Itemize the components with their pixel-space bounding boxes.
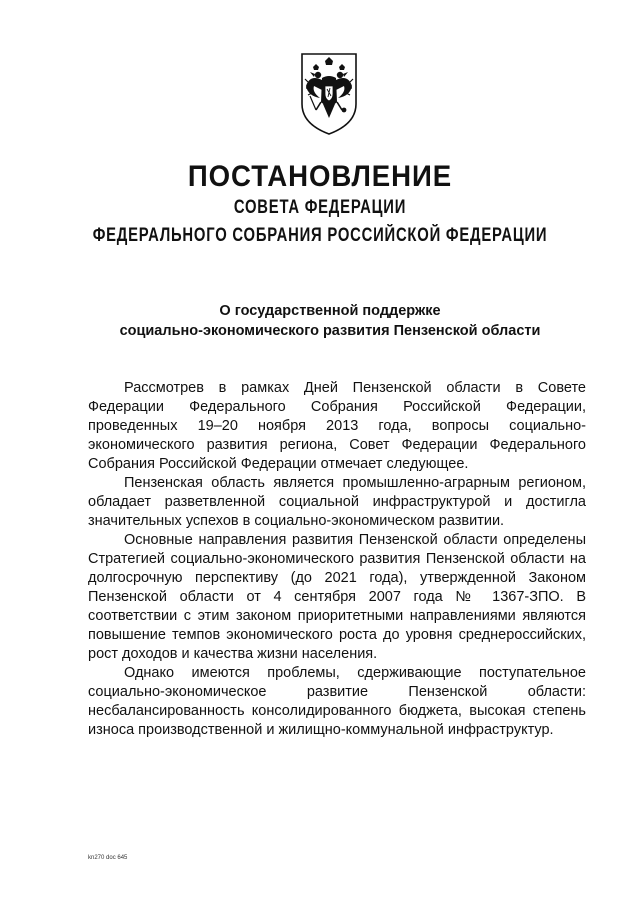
document-subject xyxy=(60,301,600,341)
document-body xyxy=(88,379,586,740)
issuing-body-line-1: СОВЕТА ФЕДЕРАЦИИ xyxy=(233,197,407,218)
paragraph-1: Рассмотрев в рамках Дней Пензенской области в Совете Федерации Федерального Собрания Российской Федерации, проведенных 19–20 ноября 2013 года, вопросы социально-экономического развития региона, Совет Федерации Федерального Собрания Российской Федерации отмечает следующее. xyxy=(88,380,586,472)
issuing-body-line-2: ФЕДЕРАЛЬНОГО СОБРАНИЯ РОССИЙСКОЙ ФЕДЕРАЦИИ xyxy=(92,225,548,246)
paragraph-3: Основные направления развития Пензенской области определены Стратегией социально-экономического развития Пензенской области на долгосрочную перспективу (до 2021 года), утвержденной Законом Пензенской области от 4 сентября 2007 года № 1367-ЗПО. В соответствии с этим законом приоритетными направлениями являются повышение темпов экономического роста до уровня среднероссийских, рост доходов и качества жизни населения. xyxy=(88,532,586,662)
subject-line-1: О государственной поддержке xyxy=(219,303,441,319)
footer-document-code: kn270 doc 645 xyxy=(88,855,128,861)
subject-line-2: социально-экономического развития Пензенской области xyxy=(119,323,541,339)
paragraph-2: Пензенская область является промышленно-аграрным регионом, обладает разветвленной социальной инфраструктурой и достигла значительных успехов в социально-экономическом развитии. xyxy=(88,475,586,529)
paragraph-4: Однако имеются проблемы, сдерживающие поступательное социально-экономическое развитие Пензенской области: несбалансированность консолидированного бюджета, высокая степень износа производственной и жилищно-коммунальной инфраструктур. xyxy=(88,665,586,738)
document-title: ПОСТАНОВЛЕНИЕ xyxy=(187,160,453,193)
coat-of-arms-icon xyxy=(298,52,360,136)
